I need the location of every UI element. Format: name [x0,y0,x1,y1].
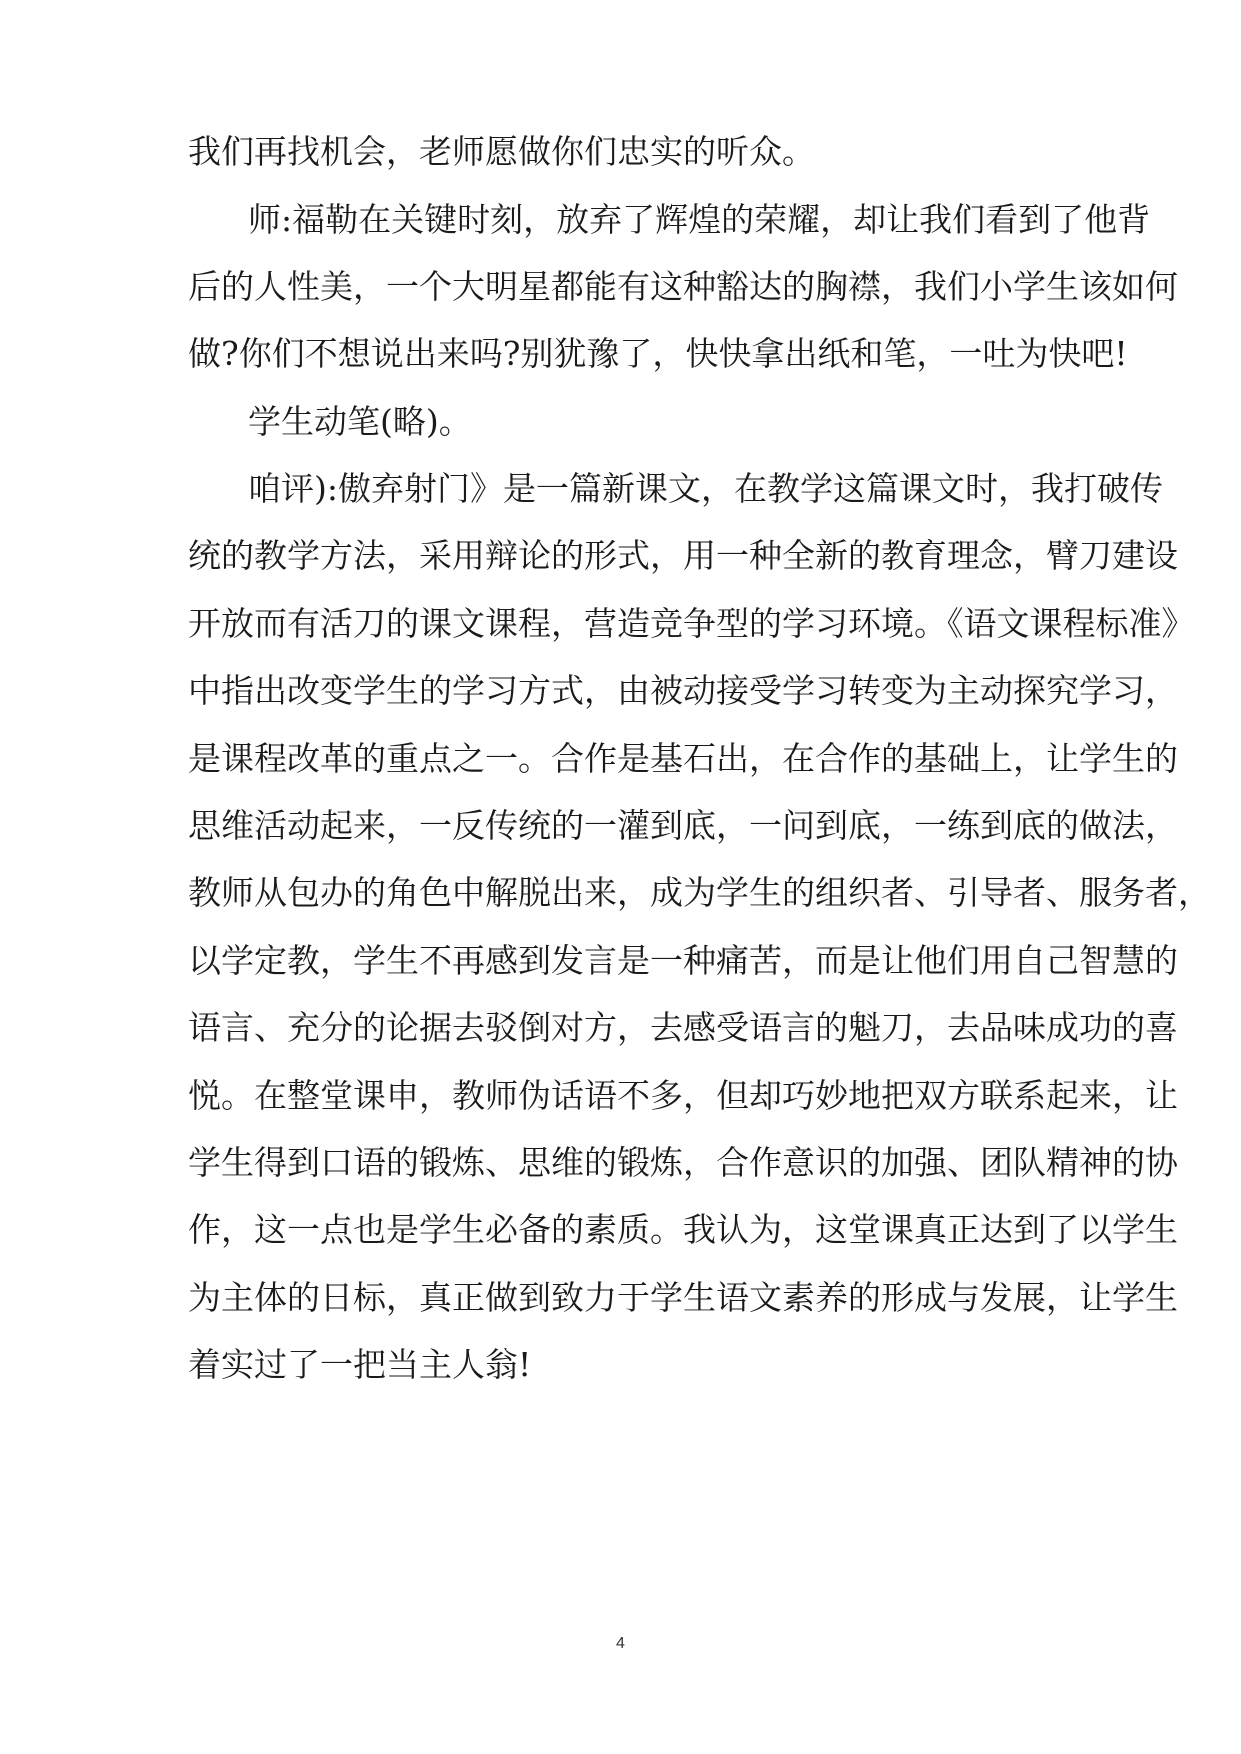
text-line-17: 作，这一点也是学生必备的素质。我认为，这堂课真正达到了以学生 [188,1210,1178,1249]
text-line-4: 做?你们不想说出来吗?别犹豫了，快快拿出纸和笔，一吐为快吧! [188,334,1128,373]
text-line-8: 开放而有活刀的课文课程，营造竞争型的学习环境。《语文课程标准》 [188,604,1195,643]
text-line-18: 为主体的日标，真正做到致力于学生语文素养的形成与发展，让学生 [188,1278,1178,1317]
text-line-6: 咱评):傲弃射门》是一篇新课文，在教学这篇课文时，我打破传 [248,469,1163,508]
text-line-13: 以学定教，学生不再感到发言是一种痛苦，而是让他们用自己智慧的 [188,941,1178,980]
text-line-16: 学生得到口语的锻炼、思维的锻炼，合作意识的加强、团队精神的协 [188,1143,1178,1182]
text-line-7: 统的教学方法，采用辩论的形式，用一种全新的教育理念，臂刀建设 [188,536,1178,575]
text-line-5: 学生动笔(略)。 [248,402,472,441]
text-line-11: 思维活动起来，一反传统的一灌到底，一问到底，一练到底的做法， [188,806,1178,845]
text-line-19: 着实过了一把当主人翁! [188,1345,532,1384]
page-number: 4 [616,1635,625,1652]
text-line-12: 教师从包办的角色中解脱出来，成为学生的组织者、引导者、服务者， [188,873,1211,912]
text-line-10: 是课程改革的重点之一。合作是基石出，在合作的基础上，让学生的 [188,739,1178,778]
text-line-15: 悦。在整堂课申，教师伪话语不多，但却巧妙地把双方联系起来，让 [188,1076,1178,1115]
text-line-9: 中指出改变学生的学习方式，由被动接受学习转变为主动探究学习， [188,671,1178,710]
text-line-2: 师:福勒在关键时刻，放弃了辉煌的荣耀，却让我们看到了他背 [248,200,1151,239]
text-line-1: 我们再找机会，老师愿做你们忠实的听众。 [188,132,815,171]
text-line-3: 后的人性美，一个大明星都能有这种豁达的胸襟，我们小学生该如何 [188,267,1178,306]
text-line-14: 语言、充分的论据去驳倒对方，去感受语言的魁刀，去品味成功的喜 [188,1008,1178,1047]
